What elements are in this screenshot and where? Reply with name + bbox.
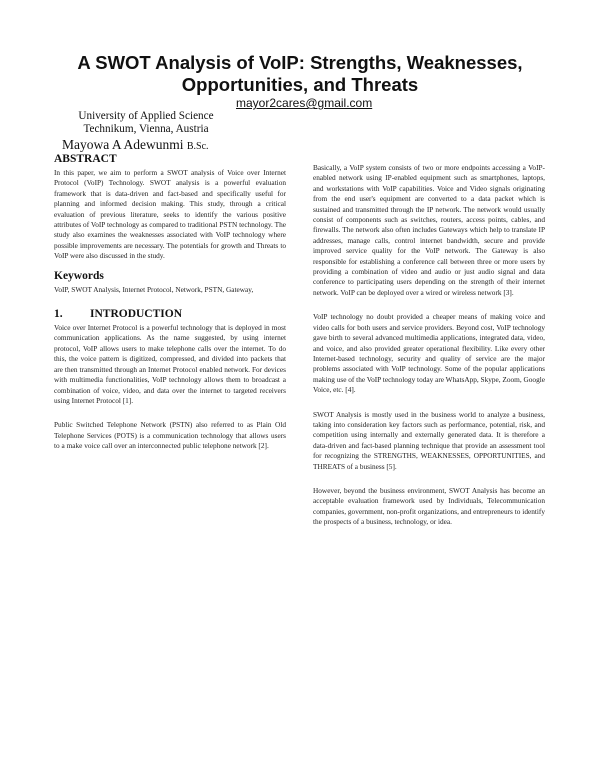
section-title: INTRODUCTION [90,308,183,321]
left-column [54,153,286,452]
intro-paragraph-1: Voice over Internet Protocol is a powerful technology that is deployed in most communication applications. As the name suggested, by using internet protocol, VoIP allows users to make telephone calls over the internet. To do this, the voice pattern is digitized, compressed, and divided into packets that are then transmitted through an Internet Protocol enabled network. For devices with multimedia functionalities, VoIP technology allows them to broadcast a combination of voice, video, and data over the internet to targeted receivers using Internet Protocol [1]. [54,323,286,405]
keywords-heading: Keywords [54,269,104,282]
body-paragraph-2: VoIP technology no doubt provided a cheaper means of making voice and video calls for both users and service providers. Beyond cost, VoIP technology gave birth to several advanced multimedia applications, integrated data, video, and voice, and also provided greater operational flexibility. Like every other Internet-based technology, security and quality of service are the major problems associated with VoIP technology. Some of the popular applications making use of the VoIP technology today are WhatsApp, Skype, Zoom, Google Voice, etc. [4]. [313,312,545,395]
abstract-text: In this paper, we aim to perform a SWOT analysis of Voice over Internet Protocol (VoIP) Technology. SWOT analysis is a powerful evaluation framework that is data-driven and fact-based and specifically useful for planning and informed decision making. This study, through a critical evaluation of previous literature, seeks to identify the various positive attributes of VoIP technology as compared to traditional PSTN technology. The study also examines the weaknesses associated with VoIP technology where possible improvements are necessary. The potentials for growth and Threats to VoIP were also discussed in the study. [54,168,286,261]
right-column [313,163,545,528]
body-paragraph-4: However, beyond the business environment, SWOT Analysis has become an acceptable evaluation framework used by Individuals, Telecommunication companies, government, non-profit organizations, and entrepreneurs to identify the prospects of a business, technology, or idea. [313,485,545,527]
keywords-text: VoIP, SWOT Analysis, Internet Protocol, Network, PSTN, Gateway, [54,284,254,294]
intro-paragraph-2: Public Switched Telephone Network (PSTN) also referred to as Plain Old Telephone Services (POTS) is a communication technology that allows users to a make voice call over an interconnected public telephone network [2]. [54,420,286,451]
author-email[interactable]: mayor2cares@gmail.com [236,96,373,110]
paper-title: A SWOT Analysis of VoIP: Strengths, Weaknesses, Opportunities, and Threats [77,52,523,95]
body-paragraph-1: Basically, a VoIP system consists of two or more endpoints accessing a VoIP-enabled network using IP-enabled equipment such as smartphones, laptops, and workstations with VoIP capabilities. Voice and Video signals originating from the end user's equipment are converted to a data packet which is sustained and transmitted through the IP network. The network would usually consist of components such as switches, routers, access points, cables, and firewalls. The network also often includes Gateways which help to translate IP addresses, manage calls, control internet bandwidth, secure and provide improved service quality for the VoIP network. The Gateway is also responsible for establishing a conference call between three or more users by providing a combination of video and audio or just audio signal and data conference to participating users depending on the strength of their internet network. VoIP can be deployed over a wired or wireless network [3]. [313,163,545,297]
abstract-heading: ABSTRACT [54,153,117,165]
section-number: 1. [54,308,63,321]
author-degree: B.Sc. [186,141,209,152]
author-name: Mayowa A Adewunmi [62,137,184,152]
author-line [62,137,209,153]
affiliation-line-1: University of Applied Science [78,110,214,122]
affiliation-line-2: Technikum, Vienna, Austria [83,123,209,135]
affiliation [56,110,236,136]
body-paragraph-3: SWOT Analysis is mostly used in the business world to analyze a business, taking into consideration key factors such as performance, potential, risk, and competition using internally and externally generated data. It is therefore a data-driven and fact-based planning technique that provide an assessment tool for recognizing the STRENGTHS, WEAKNESSES, OPPORTUNITIES, and THREATS of a business [5]. [313,409,545,471]
introduction-heading [54,308,286,321]
